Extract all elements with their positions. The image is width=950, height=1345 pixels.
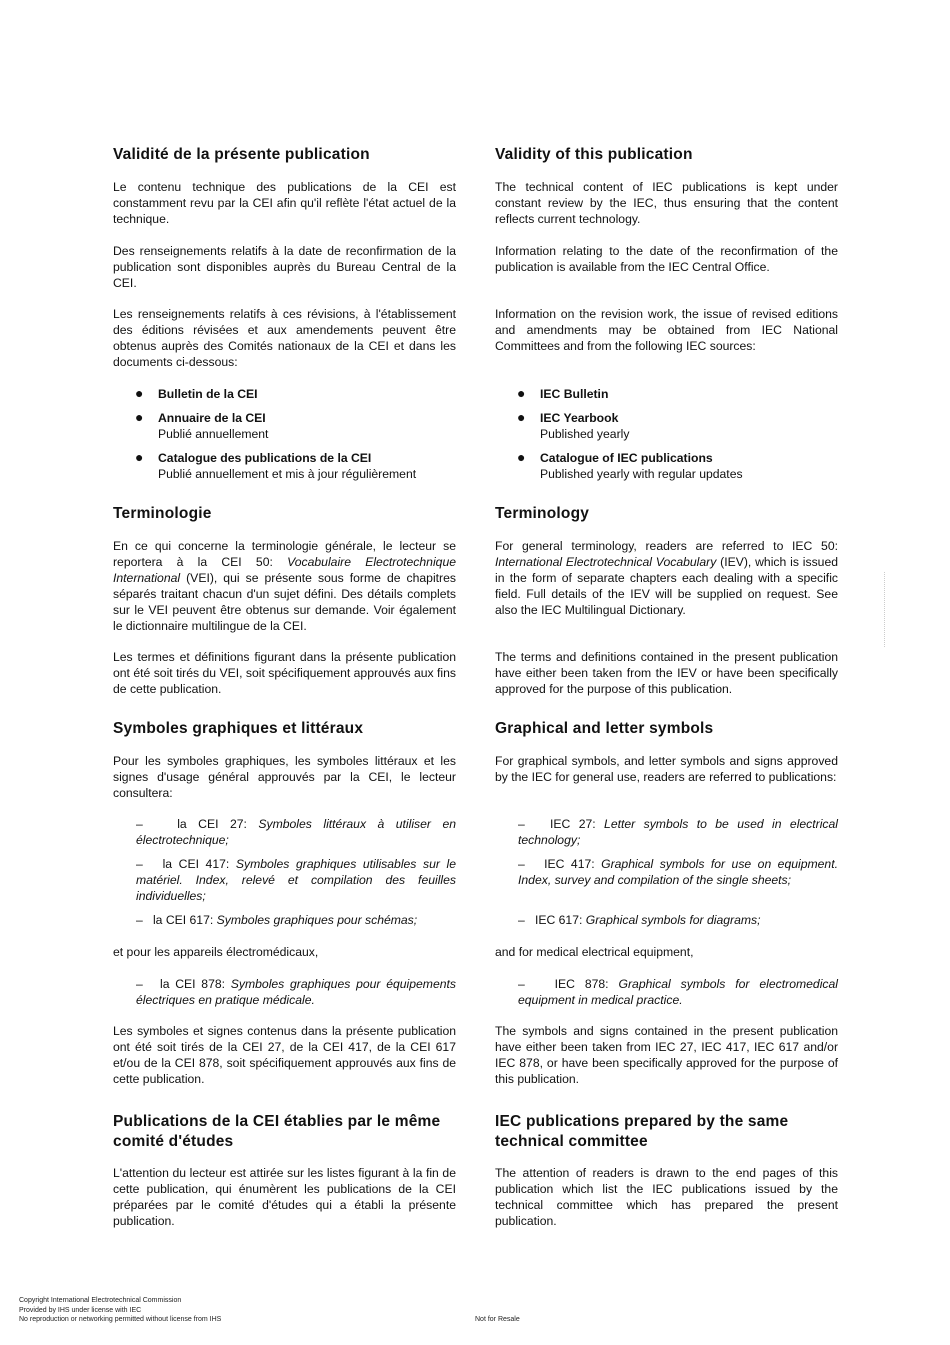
en-symbol-ref: – IEC 27: Letter symbols to be used in electrical technology; [518, 817, 839, 847]
side-mark [884, 572, 891, 647]
fr-bullet-sub: Publié annuellement [158, 427, 269, 441]
en-bullet-title: IEC Yearbook [540, 411, 619, 425]
fr-committee-para: L'attention du lecteur est attirée sur les listes figurant à la fin de cette publication, qui énumèrent les publications de la CEI préparées par le comité d'études qui a établi la présente publication. [113, 1166, 456, 1228]
fr-terminology-para-2: Les termes et définitions figurant dans la présente publication ont été soit tirés du VEI, soit spécifiquement approuvés aux fins de cette publication. [113, 650, 456, 696]
footer-line-1: Copyright International Electrotechnical Commission [19, 1297, 182, 1304]
footer-line-2: Provided by IHS under license with IEC [19, 1306, 142, 1314]
en-terminology-heading: Terminology [495, 505, 590, 522]
fr-symbol-ref: – la CEI 417: Symboles graphiques utilisables sur le matériel. Index, relevé et compilation des feuilles individuelles; [136, 857, 456, 903]
bullet-icon: ● [135, 385, 144, 401]
bullet-icon: ● [135, 449, 144, 465]
en-bullet-title: IEC Bulletin [540, 387, 609, 401]
en-symbol-ref: – IEC 617: Graphical symbols for diagrams; [518, 913, 761, 927]
footer-line-3: No reproduction or networking permitted without license from IHS [19, 1316, 222, 1323]
fr-terminology-para-1: En ce qui concerne la terminologie générale, le lecteur se reportera à la CEI 50: Vocabulaire Electrotechnique International (VEI), qui se présente sous forme de chapitres séparés traitant chacun d'un sujet défini. Des détails complets sur le VEI peuvent être obtenus sur demande. Voir également le dictionnaire multilingue de la CEI. [113, 539, 456, 633]
en-terminology-para-1: For general terminology, readers are referred to IEC 50: International Electrotechnical Vocabulary (IEV), which is issued in the form of separate chapters each dealing with a specific field. Full details of the IEV will be supplied on request. See also the IEC Multilingual Dictionary. [495, 539, 838, 617]
en-committee-para: The attention of readers is drawn to the end pages of this publication which list the IEC publications issued by the technical committee which has prepared the present publication. [495, 1166, 838, 1228]
en-validity-para-1: The technical content of IEC publications is kept under constant review by the IEC, thus ensuring that the content reflects current technology. [495, 180, 838, 226]
fr-terminology-heading: Terminologie [113, 505, 212, 522]
bullet-icon: ● [135, 409, 144, 425]
bullet-icon: ● [517, 385, 526, 401]
fr-committee-heading: Publications de la CEI établies par le même comité d'études [113, 1113, 441, 1150]
fr-symbol-ref: – la CEI 617: Symboles graphiques pour schémas; [136, 913, 418, 927]
fr-bullet-title: Annuaire de la CEI [158, 411, 266, 425]
en-terminology-para-2: The terms and definitions contained in the present publication have either been taken from the IEV or have been specifically approved for the purpose of this publication. [495, 650, 838, 696]
bullet-icon: ● [517, 449, 526, 465]
fr-bullet-title: Catalogue des publications de la CEI [158, 451, 372, 465]
fr-validity-para-1: Le contenu technique des publications de la CEI est constamment revu par la CEI afin qu'il reflète l'état actuel de la technique. [113, 180, 456, 226]
fr-symbols-para-2: et pour les appareils électromédicaux, [113, 945, 319, 959]
en-bullet-sub: Published yearly [540, 427, 630, 441]
fr-validity-heading: Validité de la présente publication [113, 146, 370, 163]
en-symbols-heading: Graphical and letter symbols [495, 720, 714, 737]
en-validity-para-3: Information on the revision work, the issue of revised editions and amendments may be obtained from IEC National Committees and from the following IEC sources: [495, 307, 838, 353]
fr-symbol-ref: – la CEI 878: Symboles graphiques pour équipements électriques en pratique médicale. [136, 977, 456, 1007]
fr-symbol-ref: – la CEI 27: Symboles littéraux à utiliser en électrotechnique; [136, 817, 456, 847]
not-for-resale: Not for Resale [475, 1316, 520, 1323]
en-symbols-para-1: For graphical symbols, and letter symbols and signs approved by the IEC for general use, readers are referred to publications: [495, 754, 838, 784]
en-symbols-para-3: The symbols and signs contained in the present publication have either been taken from IEC 27, IEC 417, IEC 617 and/or IEC 878, or have been specifically approved for the purpose of this publication. [495, 1024, 838, 1086]
en-symbol-ref: – IEC 417: Graphical symbols for use on equipment. Index, survey and compilation of the single sheets; [518, 857, 838, 887]
fr-validity-para-3: Les renseignements relatifs à ces révisions, à l'établissement des éditions révisées et aux amendements peuvent être obtenus auprès des Comités nationaux de la CEI et dans les documents ci-dessous: [113, 307, 456, 369]
fr-bullet-title: Bulletin de la CEI [158, 387, 258, 401]
en-symbols-para-2: and for medical electrical equipment, [495, 945, 694, 959]
en-validity-para-2: Information relating to the date of the reconfirmation of the publication is available from the IEC Central Office. [495, 244, 838, 274]
en-committee-heading: IEC publications prepared by the same technical committee [495, 1113, 789, 1150]
copyright-footer [19, 1296, 221, 1325]
fr-symbols-para-3: Les symboles et signes contenus dans la présente publication ont été soit tirés de la CEI 27, de la CEI 417, de la CEI 617 et/ou de la CEI 878, soit spécifiquement approuvés aux fins de cette publication. [113, 1024, 456, 1086]
fr-symbols-heading: Symboles graphiques et littéraux [113, 720, 364, 737]
en-symbol-ref: – IEC 878: Graphical symbols for electromedical equipment in medical practice. [518, 977, 838, 1007]
en-bullet-sub: Published yearly with regular updates [540, 467, 743, 481]
bullet-icon: ● [517, 409, 526, 425]
fr-symbols-para-1: Pour les symboles graphiques, les symboles littéraux et les signes d'usage général approuvés par la CEI, le lecteur consultera: [113, 754, 456, 800]
en-bullet-title: Catalogue of IEC publications [540, 451, 713, 465]
fr-validity-para-2: Des renseignements relatifs à la date de reconfirmation de la publication sont disponibles auprès du Bureau Central de la CEI. [113, 244, 456, 290]
en-validity-heading: Validity of this publication [495, 146, 693, 163]
fr-bullet-sub: Publié annuellement et mis à jour régulièrement [158, 467, 417, 481]
